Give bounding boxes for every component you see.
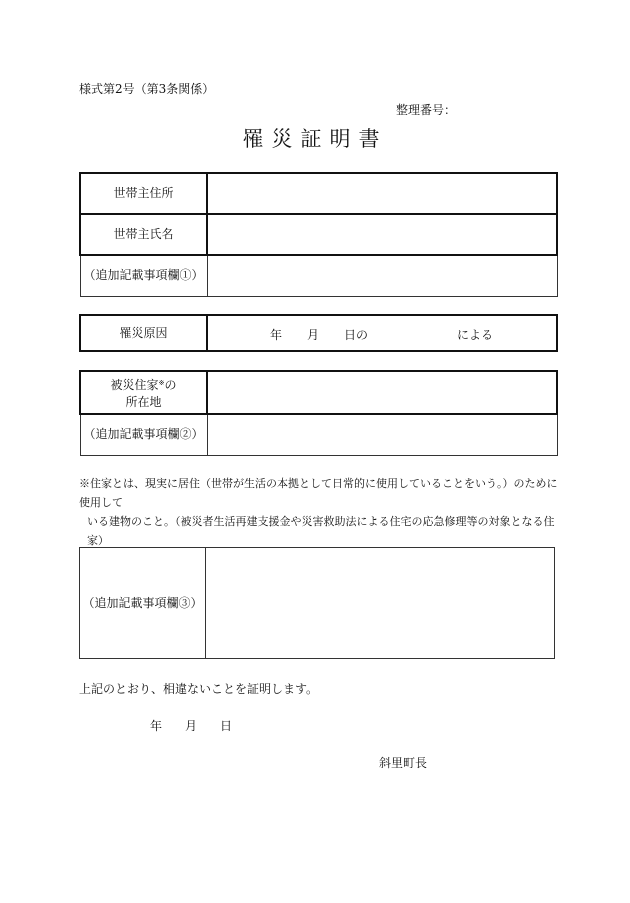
disaster-cause-label: 罹災原因 — [80, 315, 207, 351]
note-line-2: いる建物のこと。（被災者生活再建支援金や災害救助法による住宅の応急修理等の対象となる住家） — [87, 515, 555, 547]
additional-field-3-label: （追加記載事項欄③） — [80, 548, 206, 659]
house-location-label — [80, 371, 207, 414]
form-number: 様式第2号（第3条関係） — [79, 82, 215, 96]
document-title: 罹災証明書 — [242, 127, 388, 151]
additional-field-3-table — [79, 547, 555, 659]
house-definition-note — [79, 474, 559, 550]
additional-field-3[interactable] — [206, 548, 555, 659]
cause-table — [79, 314, 558, 352]
reference-number-label: 整理番号： — [396, 103, 457, 117]
disaster-cause-field[interactable] — [207, 315, 557, 351]
house-location-label-line2: 所在地 — [125, 394, 162, 409]
house-location-table — [79, 370, 558, 456]
note-mark: ※ — [158, 378, 165, 387]
note-line-1: ※住家とは、現実に居住（世帯が生活の本拠として日常的に使用していることをいう。）のために使用して — [79, 477, 558, 509]
issuer-name: 斜里町長 — [379, 756, 428, 770]
additional-field-2-label: （追加記載事項欄②） — [80, 414, 207, 455]
householder-table — [79, 172, 558, 297]
householder-address-field[interactable] — [207, 173, 557, 214]
cause-year-unit: 年 — [270, 328, 283, 342]
householder-name-field[interactable] — [207, 214, 557, 255]
additional-field-1-label: （追加記載事項欄①） — [80, 255, 207, 296]
householder-name-label: 世帯主氏名 — [80, 214, 207, 255]
additional-field-2[interactable] — [207, 414, 557, 455]
householder-address-label: 世帯主住所 — [80, 173, 207, 214]
issue-year-unit: 年 — [150, 719, 163, 733]
additional-field-1[interactable] — [207, 255, 557, 296]
certification-statement: 上記のとおり、相違ないことを証明します。 — [79, 682, 319, 696]
issue-day-unit: 日 — [220, 719, 233, 733]
house-location-label-suffix: の — [164, 377, 177, 392]
house-location-label-line1: 被災住家 — [110, 377, 159, 392]
cause-by-text: による — [457, 328, 494, 342]
house-location-field[interactable] — [207, 371, 557, 414]
issue-month-unit: 月 — [185, 719, 198, 733]
cause-day-unit: 日の — [344, 328, 369, 342]
cause-month-unit: 月 — [307, 328, 320, 342]
